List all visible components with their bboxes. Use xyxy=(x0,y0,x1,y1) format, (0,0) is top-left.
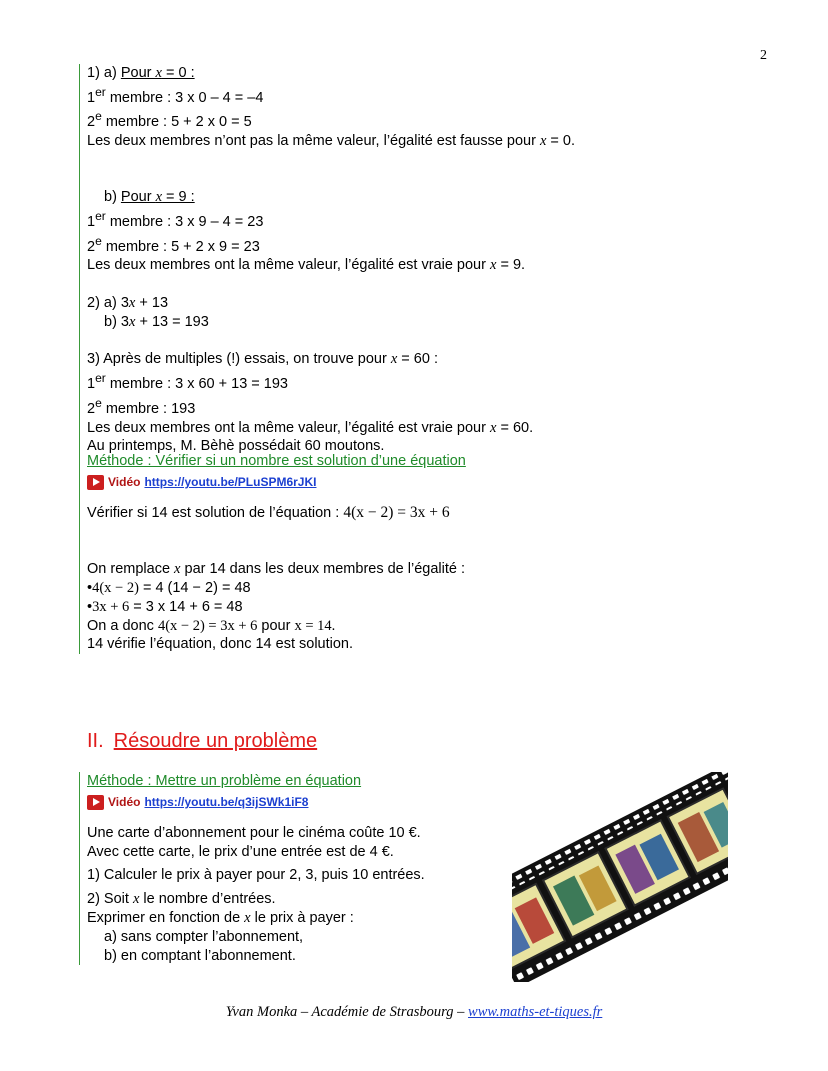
part-1b-member-1: 1er membre : 3 x 9 – 4 = 23 xyxy=(87,209,264,231)
method-1-title: Méthode : Vérifier si un nombre est solution d’une équation xyxy=(87,453,466,469)
problem-a: a) sans compter l’abonnement, xyxy=(104,928,304,945)
part-1a-member-2: 2e membre : 5 + 2 x 0 = 5 xyxy=(87,109,252,131)
problem-question-1: 1) Calculer le prix à payer pour 2, 3, puis 10 entrées. xyxy=(87,867,425,884)
video-play-icon[interactable] xyxy=(87,795,104,810)
solution-block xyxy=(79,64,575,456)
problem-question-2: 2) Soit x le nombre d’entrées. xyxy=(87,891,276,908)
video-link[interactable]: https://youtu.be/q3ijSWk1iF8 xyxy=(144,795,309,810)
page-number: 2 xyxy=(760,48,767,63)
film-strip-image xyxy=(512,772,728,982)
problem-line-2: Avec cette carte, le prix d’une entrée est de 4 €. xyxy=(87,843,394,860)
video-label: Vidéo xyxy=(108,795,141,810)
footer xyxy=(0,1004,828,1021)
method-1-video xyxy=(87,475,466,490)
section-2-title xyxy=(87,730,317,753)
part-3-member-1: 1er membre : 3 x 60 + 13 = 193 xyxy=(87,371,288,393)
part-2b: b) 3x + 13 = 193 xyxy=(104,313,209,330)
method-1-block xyxy=(79,452,466,654)
method-1-statement: Vérifier si 14 est solution de l’équation : 4(x − 2) = 3x + 6 xyxy=(87,503,450,521)
method-2-title: Méthode : Mettre un problème en équation xyxy=(87,773,362,789)
method-2-video xyxy=(87,795,425,810)
part-2a: 2) a) 3x + 13 xyxy=(87,295,169,312)
part-1a-member-1: 1er membre : 3 x 0 – 4 = –4 xyxy=(87,84,264,106)
part-1b-member-2: 2e membre : 5 + 2 x 9 = 23 xyxy=(87,233,260,255)
footer-text: Yvan Monka – Académie de Strasbourg – xyxy=(225,1004,469,1020)
method-1-bullet-1: •4(x − 2) = 4 (14 − 2) = 48 xyxy=(87,579,251,596)
video-play-icon[interactable] xyxy=(87,475,104,490)
footer-link[interactable]: www.maths-et-tiques.fr xyxy=(468,1004,603,1020)
part-1a-conclusion: Les deux membres n’ont pas la même valeur, l’égalité est fausse pour x = 0. xyxy=(87,133,576,150)
method-1-bullet-2: •3x + 6 = 3 x 14 + 6 = 48 xyxy=(87,598,243,615)
part-3-member-2: 2e membre : 193 xyxy=(87,395,196,417)
problem-express: Exprimer en fonction de x le prix à payer : xyxy=(87,909,354,926)
video-link[interactable]: https://youtu.be/PLuSPM6rJKI xyxy=(144,475,317,490)
part-3-heading: 3) Après de multiples (!) essais, on trouve pour x = 60 : xyxy=(87,351,438,368)
part-3-final: Au printemps, M. Bèhè possédait 60 moutons. xyxy=(87,438,385,455)
problem-b: b) en comptant l’abonnement. xyxy=(104,947,296,964)
method-1-final: 14 vérifie l’équation, donc 14 est solution. xyxy=(87,636,354,653)
section-2-number: II. xyxy=(87,730,104,752)
method-1-replace: On remplace x par 14 dans les deux membres de l’égalité : xyxy=(87,561,466,578)
part-1b-conclusion: Les deux membres ont la même valeur, l’égalité est vraie pour x = 9. xyxy=(87,257,526,274)
part-1b-heading: b) Pour x = 9 : xyxy=(104,189,195,206)
part-3-conclusion: Les deux membres ont la même valeur, l’égalité est vraie pour x = 60. xyxy=(87,419,534,436)
method-1-donc: On a donc 4(x − 2) = 3x + 6 pour x = 14. xyxy=(87,617,336,634)
video-label: Vidéo xyxy=(108,475,141,490)
equation: 4(x − 2) = 3x + 6 xyxy=(343,503,450,521)
section-2-heading: Résoudre un problème xyxy=(113,730,318,752)
method-2-block xyxy=(79,772,425,965)
part-1a-heading: 1) a) Pour x = 0 : xyxy=(87,65,195,81)
problem-line-1: Une carte d’abonnement pour le cinéma coûte 10 €. xyxy=(87,824,421,841)
